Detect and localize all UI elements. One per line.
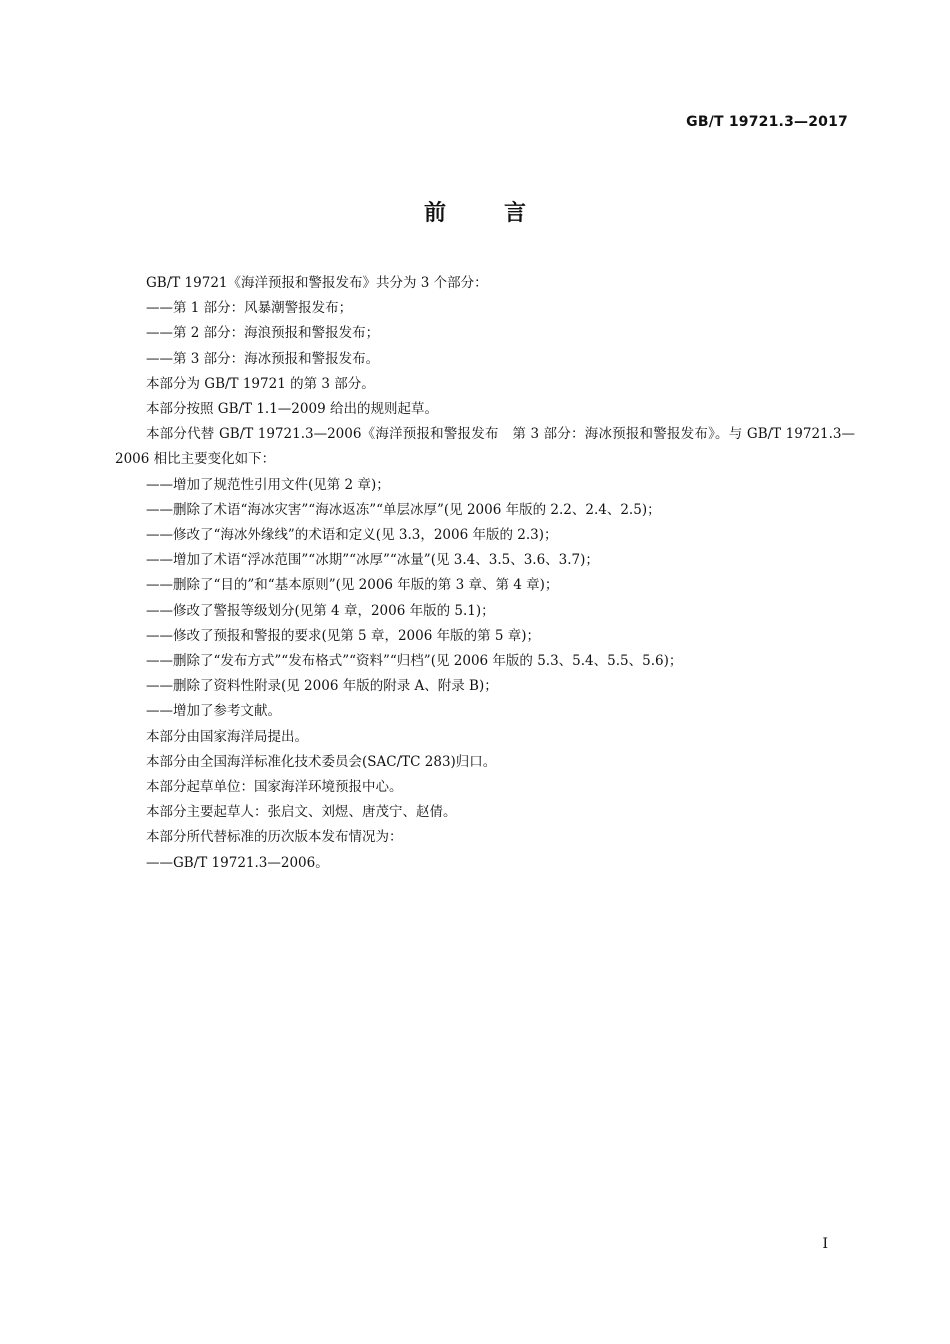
change-item: ——删除了“发布方式”“发布格式”“资料”“归档”(见 2006 年版的 5.3、5.4、5.5、5.6)； xyxy=(146,653,683,670)
standard-code: GB/T 19721.3—2017 xyxy=(686,114,848,130)
paragraph-drafters: 本部分主要起草人：张启文、刘煜、唐茂宁、赵倩。 xyxy=(146,804,457,821)
foreword-body xyxy=(115,271,855,876)
paragraph-proposer: 本部分由国家海洋局提出。 xyxy=(146,728,308,745)
change-item: ——删除了“目的”和“基本原则”(见 2006 年版的第 3 章、第 4 章)； xyxy=(146,577,559,594)
paragraph-intro: GB/T 19721《海洋预报和警报发布》共分为 3 个部分： xyxy=(146,275,488,291)
paragraph-drafting-unit: 本部分起草单位：国家海洋环境预报中心。 xyxy=(146,779,403,796)
change-item: ——修改了警报等级划分(见第 4 章，2006 年版的 5.1)； xyxy=(146,602,495,619)
list-item-part1: ——第 1 部分：风暴潮警报发布； xyxy=(146,300,353,317)
change-item: ——删除了术语“海冰灾害”“海冰返冻”“单层冰厚”(见 2006 年版的 2.2、2.4、2.5)； xyxy=(146,501,661,518)
list-item-part3: ——第 3 部分：海冰预报和警报发布。 xyxy=(146,350,380,367)
change-item: ——修改了“海冰外缘线”的术语和定义(见 3.3，2006 年版的 2.3)； xyxy=(146,527,558,544)
paragraph-drafting-rules: 本部分按照 GB/T 1.1—2009 给出的规则起草。 xyxy=(146,401,438,418)
list-item-part2: ——第 2 部分：海浪预报和警报发布； xyxy=(146,325,380,342)
change-item: ——修改了预报和警报的要求(见第 5 章，2006 年版的第 5 章)； xyxy=(146,627,541,644)
change-item: ——增加了术语“浮冰范围”“冰期”“冰厚”“冰量”(见 3.4、3.5、3.6、3.7)； xyxy=(146,552,599,569)
page-number: I xyxy=(822,1236,828,1252)
paragraph-committee: 本部分由全国海洋标准化技术委员会(SAC/TC 283)归口。 xyxy=(146,753,497,770)
change-item: ——删除了资料性附录(见 2006 年版的附录 A、附录 B)； xyxy=(146,678,498,695)
change-item: ——增加了规范性引用文件(见第 2 章)； xyxy=(146,476,390,493)
page-title: 前言 xyxy=(423,201,584,226)
change-item: ——增加了参考文献。 xyxy=(146,703,281,720)
history-item: ——GB/T 19721.3—2006。 xyxy=(146,854,329,871)
paragraph-scope: 本部分为 GB/T 19721 的第 3 部分。 xyxy=(146,375,375,392)
paragraph-replaces: 本部分代替 GB/T 19721.3—2006《海洋预报和警报发布 第 3 部分：海冰预报和警报发布》。与 GB/T 19721.3—2006 相比主要变化如下： xyxy=(115,426,855,468)
paragraph-history: 本部分所代替标准的历次版本发布情况为： xyxy=(146,829,403,846)
